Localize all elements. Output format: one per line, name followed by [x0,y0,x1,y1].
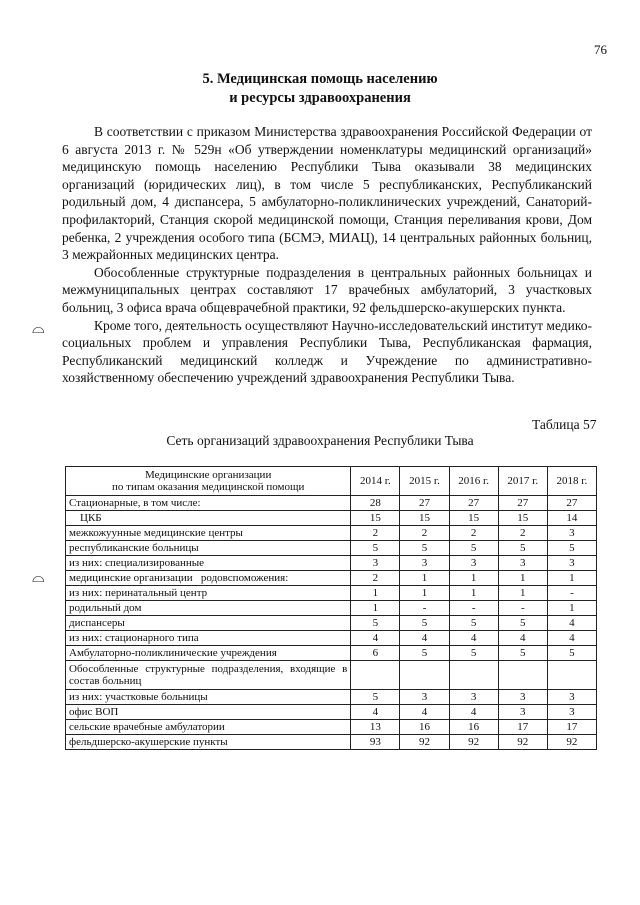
table-row [66,526,597,541]
table-row [66,616,597,631]
cell-value: 6 [351,646,400,661]
cell-value: 3 [547,705,596,720]
column-header-year: 2018 г. [547,467,596,496]
column-header-year: 2016 г. [449,467,498,496]
cell-value: 3 [547,690,596,705]
cell-value: 3 [498,705,547,720]
cell-value: 1 [400,571,449,586]
data-table [65,466,597,750]
column-header-year: 2015 г. [400,467,449,496]
cell-value: 2 [498,526,547,541]
cell-value: 5 [547,541,596,556]
table-caption: Сеть организаций здравоохранения Республики Тыва [166,433,474,448]
row-label: фельдшерско-акушерские пункты [66,735,351,750]
table-row [66,541,597,556]
cell-value: 1 [351,586,400,601]
cell-value: 3 [547,526,596,541]
cell-value: 4 [351,631,400,646]
cell-value: 15 [449,511,498,526]
cell-value: 4 [498,631,547,646]
section-heading-line2: и ресурсы здравоохранения [229,90,411,106]
cell-value: 3 [449,690,498,705]
row-label: Стационарные, в том числе: [66,496,351,511]
cell-value: - [498,601,547,616]
cell-value: 3 [400,690,449,705]
row-label: диспансеры [66,616,351,631]
cell-value: 2 [351,571,400,586]
cell-value: 1 [498,586,547,601]
cell-value: 4 [400,631,449,646]
table-row [66,601,597,616]
cell-value: 3 [449,556,498,571]
column-header-year: 2014 г. [351,467,400,496]
table-row [66,511,597,526]
row-label: межкожуунные медицинские центры [66,526,351,541]
row-label: из них: перинатальный центр [66,586,351,601]
cell-value: 1 [351,601,400,616]
table-row [66,556,597,571]
cell-value: 14 [547,511,596,526]
cell-value: 5 [351,690,400,705]
cell-value: 27 [498,496,547,511]
paragraph-2: Обособленные структурные подразделения в центральных районных больницах и межмуниципальных центрах составляют 17 врачебных амбулаторий, 3 участковых больниц, 3 офиса врача общеврачебной практики, 92 фельдшерско-акушерских пункта. [62,264,592,315]
cell-value: 5 [449,616,498,631]
body-text [62,123,592,387]
cell-value: 5 [498,541,547,556]
cell-value: 15 [400,511,449,526]
cell-value: 3 [498,556,547,571]
cell-value [400,661,449,690]
cell-value: 17 [498,720,547,735]
table-row [66,690,597,705]
cell-value: - [400,601,449,616]
cell-value: 5 [449,541,498,556]
cell-value: 3 [498,690,547,705]
cell-value: 17 [547,720,596,735]
cell-value: 3 [547,556,596,571]
cell-value: 4 [547,631,596,646]
cell-value [351,661,400,690]
cell-value: 27 [547,496,596,511]
cell-value: 5 [547,646,596,661]
row-label: из них: специализированные [66,556,351,571]
cell-value: 5 [400,616,449,631]
cell-value: 5 [400,541,449,556]
cell-value: 28 [351,496,400,511]
cell-value: 16 [400,720,449,735]
cell-value: 3 [351,556,400,571]
cell-value: 5 [498,646,547,661]
section-heading-line1: 5. Медицинская помощь населению [202,71,438,87]
cell-value: 5 [351,541,400,556]
table-row [66,705,597,720]
page-number: 76 [594,42,607,57]
cell-value: - [547,586,596,601]
cell-value: 27 [400,496,449,511]
row-label: Амбулаторно-поликлинические учреждения [66,646,351,661]
table-row [66,735,597,750]
cell-value: 93 [351,735,400,750]
column-header-organizations: Медицинские организации по типам оказания медицинской помощи [66,467,351,496]
cell-value: 92 [498,735,547,750]
cell-value: 4 [400,705,449,720]
row-label: ЦКБ [66,511,351,526]
table-row [66,496,597,511]
table-row [66,586,597,601]
cell-value: 4 [449,631,498,646]
section-heading [0,70,640,108]
cell-value: 92 [400,735,449,750]
paragraph-1: В соответствии с приказом Министерства здравоохранения Российской Федерации от 6 августа 2013 г. № 529н «Об утверждении номенклатуры медицинский организаций» медицинскую помощь населению Республики Тыва оказывали 38 медицинских организаций (юридических лиц), в том числе 5 республиканских, Республиканский родильный дом, 4 диспансера, 5 амбулаторно-поликлинических учреждений, Санаторий-профилакторий, Станция скорой медицинской помощи, Станция переливания крови, Дом ребенка, 2 учреждения особого типа (БСМЭ, МИАЦ), 14 центральных районных больниц, 3 межрайонных медицинских центра. [62,124,592,263]
paragraph-3: Кроме того, деятельность осуществляют Научно-исследовательский институт медико-социальных проблем и управления Республики Тыва, Республиканская фармация, Республиканский медицинский колледж и Учреждение по административно-хозяйственному обеспечению учреждений здравоохранения Республики Тыва. [62,317,592,386]
cell-value: 2 [400,526,449,541]
cell-value: 4 [449,705,498,720]
cell-value: 1 [547,601,596,616]
cell-value: 1 [498,571,547,586]
cell-value: 1 [547,571,596,586]
row-label: Обособленные структурные подразделения, входящие в состав больниц [66,661,351,690]
cell-value: 5 [400,646,449,661]
cell-value: 5 [449,646,498,661]
cell-value [498,661,547,690]
cell-value: 15 [498,511,547,526]
cell-value: 3 [400,556,449,571]
cell-value: - [449,601,498,616]
margin-check-mark: ⌓ [32,320,45,337]
cell-value: 4 [547,616,596,631]
cell-value: 92 [547,735,596,750]
cell-value: 1 [400,586,449,601]
table-row [66,720,597,735]
cell-value: 2 [351,526,400,541]
cell-value [547,661,596,690]
cell-value: 27 [449,496,498,511]
table-row [66,661,597,690]
table-header-row [66,467,597,496]
cell-value: 5 [351,616,400,631]
table-row [66,646,597,661]
cell-value: 13 [351,720,400,735]
cell-value [449,661,498,690]
table-number: Таблица 57 [532,417,597,432]
table-row [66,631,597,646]
row-label: родильный дом [66,601,351,616]
cell-value: 15 [351,511,400,526]
cell-value: 1 [449,586,498,601]
column-header-year: 2017 г. [498,467,547,496]
row-label: из них: стационарного типа [66,631,351,646]
cell-value: 16 [449,720,498,735]
row-label: из них: участковые больницы [66,690,351,705]
row-label: медицинские организации родовспоможения: [66,571,351,586]
cell-value: 1 [449,571,498,586]
row-label: республиканские больницы [66,541,351,556]
table-row [66,571,597,586]
row-label: сельские врачебные амбулатории [66,720,351,735]
cell-value: 5 [498,616,547,631]
row-label: офис ВОП [66,705,351,720]
cell-value: 92 [449,735,498,750]
cell-value: 2 [449,526,498,541]
margin-check-mark: ⌓ [32,569,45,586]
cell-value: 4 [351,705,400,720]
